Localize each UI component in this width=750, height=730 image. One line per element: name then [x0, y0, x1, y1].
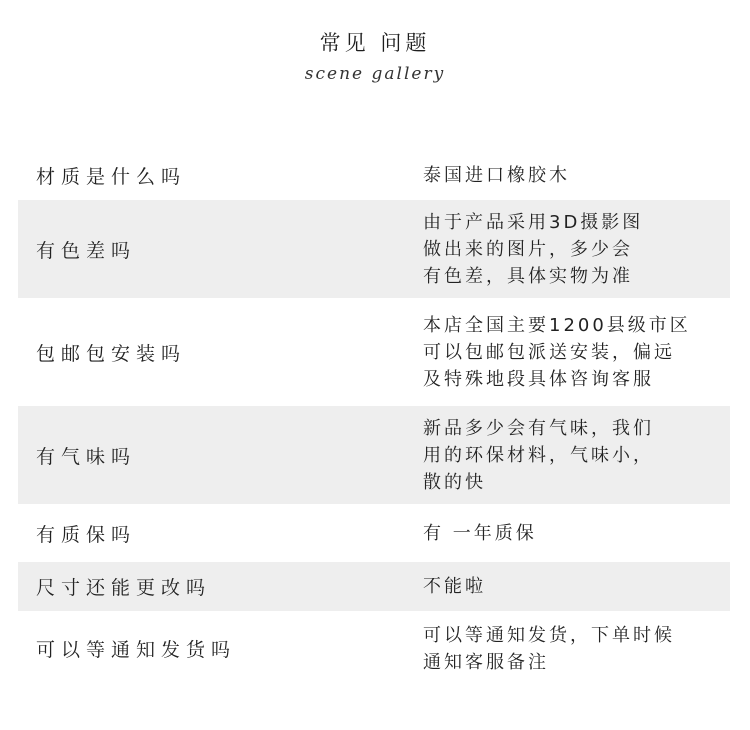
faq-row-size-change — [18, 562, 730, 611]
faq-row-material — [18, 150, 730, 200]
faq-question: 有色差吗 — [36, 239, 137, 262]
faq-question: 有质保吗 — [36, 523, 137, 546]
page-title: 常见 问题 — [319, 31, 431, 55]
faq-question: 尺寸还能更改吗 — [36, 577, 212, 599]
faq-row-color-difference — [18, 200, 730, 298]
faq-answer: 本店全国主要1200县级市区 可以包邮包派送安装，偏远 及特殊地段具体咨询客服 — [423, 314, 691, 390]
faq-answer: 泰国进口橡胶木 — [423, 164, 570, 186]
faq-row-odor — [18, 406, 730, 504]
faq-row-shipping-installation — [18, 298, 730, 406]
faq-answer: 新品多少会有气味，我们 用的环保材料，气味小， 散的快 — [423, 417, 654, 493]
faq-answer: 由于产品采用3D摄影图 做出来的图片，多少会 有色差，具体实物为准 — [423, 211, 644, 287]
faq-row-delayed-shipping — [18, 611, 730, 686]
faq-question: 材质是什么吗 — [36, 165, 187, 188]
faq-row-warranty — [18, 504, 730, 562]
faq-answer: 不能啦 — [423, 576, 486, 597]
page-subtitle: scene gallery — [304, 64, 446, 84]
faq-question: 可以等通知发货吗 — [36, 639, 237, 661]
faq-question: 有气味吗 — [36, 445, 137, 468]
faq-table — [18, 150, 730, 686]
faq-answer: 可以等通知发货，下单时候 通知客服备注 — [423, 624, 675, 673]
page-header — [0, 28, 750, 88]
faq-question: 包邮包安装吗 — [36, 342, 187, 365]
faq-answer: 有 一年质保 — [423, 522, 537, 544]
